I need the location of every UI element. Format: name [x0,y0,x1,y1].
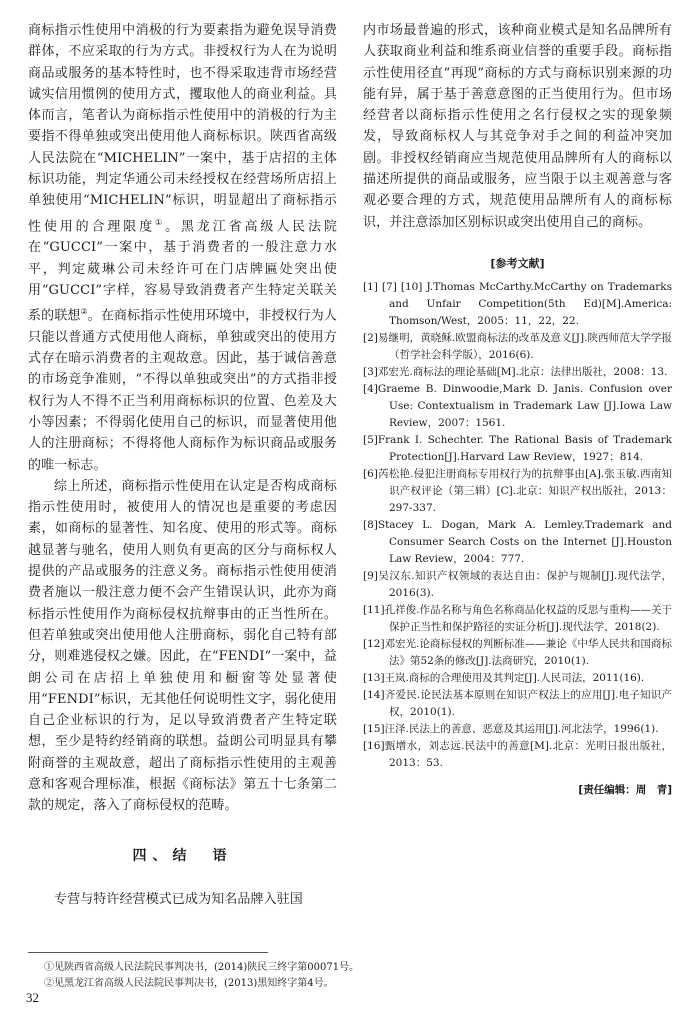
reference-item: [5]Frank I. Schechter. The Rational Basis of Trademark Protection[J].Harvard Law Review，1927：814. [363,433,672,463]
reference-item: [12]邓宏光.论商标侵权的判断标准——兼论《中华人民共和国商标法》第52条的修改[J].法商研究，2010(1). [363,637,672,667]
footnote: ①见陕西省高级人民法院民事判决书，(2014)陕民三终字第00071号。 [44,962,360,973]
references-heading: [参考文献] [490,256,545,270]
reference-item: [15]汪泽.民法上的善意、恶意及其运用[J].河北法学，1996(1). [363,722,659,735]
reference-item: [14]齐爱民.论民法基本原则在知识产权法上的应用[J].电子知识产权，2010(1). [363,688,672,718]
footnote-marker[interactable]: ① [155,217,166,227]
reference-item: [1] [7] [10] J.Thomas McCarthy.McCarthy on Trademarks and Unfair Competition(5th Ed)[M].America: Thomson/West，2005：11，22，22. [363,280,672,327]
footnote-divider [28,952,268,953]
body-paragraph: 专营与特许经营模式已成为知名品牌入驻国 [54,891,303,907]
footnote: ②见黑龙江省高级人民法院民事判决书，(2013)黑知终字第4号。 [44,978,334,989]
body-paragraph: 内市场最普遍的形式，该种商业模式是知名品牌所有人获取商业利益和维系商业信誉的重要手段。商标指示性使用径直“再现”商标的方式与商标识别来源的功能有异，属于基于善意意图的正当使用行为。但市场经营者以商标指示性使用之名行侵权之实的现象频发，导致商标权人与其竞争对手之间的利益冲突加剧。非授权经销商应当规范使用品牌所有人的商标以描述所提供的商品或服务，应当限于以主观善意与客观必要合理的方式，规范使用品牌所有人的商标标识，并注意添加区别标识或突出使用自己的商标。 [363,23,672,230]
body-paragraph: 商标指示性使用中消极的行为要素指为避免误导消费群体，不应采取的行为方式。非授权行为人在为说明商品或服务的基本特性时，也不得采取违背市场经营诚实信用惯例的使用方式，攫取他人的商业利益。具体而言，笔者认为商标指示性使用中的消极的行为主要指不得单独或突出使用他人商标标识。陕西省高级人民法院在“MICHELIN”一案中，基于店招的主体标识功能，判定华通公司未经授权在经营场所店招上单独使用“MICHELIN”标识，明显超出了商标指示性使用的合理限度①。黑龙江省高级人民法院在“GUCCI”一案中，基于消费者的一般注意力水平，判定葳琳公司未经许可在门店牌匾处突出使用“GUCCI”字样，容易导致消费者产生特定关联关系的联想②。在商标指示性使用环境中，非授权行为人只能以普通方式使用他人商标，单独或突出的使用方式存在暗示消费者的主观故意。因此，基于诚信善意的市场竞争准则，“不得以单独或突出”的方式指非授权行为人不得不正当利用商标标识的位置、色差及大小等因素；不得弱化使用自己的标识，而显著使用他人的注册商标；不得将他人商标作为标识商品或服务的唯一标志。 [28,23,337,473]
reference-item: [8]Stacey L. Dogan, Mark A. Lemley.Trademark and Consumer Search Costs on the Internet [J].Houston Law Review，2004：777. [363,518,672,565]
body-paragraph: 综上所述，商标指示性使用在认定是否构成商标指示性使用时，被使用人的情况也是重要的考虑因素，如商标的显著性、知名度、使用的形式等。商标越显著与驰名，使用人则负有更高的区分与商标权人提供的产品或服务的注意义务。商标指示性使用使消费者施以一般注意力便不会产生错误认识，此亦为商标指示性使用作为商标侵权抗辩事由的正当性所在。但若单独或突出使用他人注册商标，弱化自己特有部分，则难逃侵权之嫌。因此，在“FENDI”一案中，益朗公司在店招上单独使用和橱窗等处显著使用“FENDI”标识，无其他任何说明性文字，弱化使用自己企业标识的行为，足以导致消费者产生特定联想，至少是特约经销商的联想。益朗公司明显具有攀附商誉的主观故意，超出了商标指示性使用的主观善意和客观合理标准，根据《商标法》第五十七条第二款的规定，落入了商标侵权的范畴。 [28,478,337,814]
left-column [28,20,337,910]
section-heading: 四、结 语 [132,847,233,864]
reference-item: [13]王岚.商标的合理使用及其判定[J].人民司法，2011(16). [363,671,645,684]
reference-item: [2]易继明，黄晓稣.欧盟商标法的改革及意义[J].陕西师范大学学报（哲学社会科学版），2016(6). [363,331,672,361]
footnotes [44,960,644,992]
editor-credit: [责任编辑：周 青] [578,783,672,796]
right-column [363,20,672,797]
reference-item: [11]孔祥俊.作品名称与角色名称商品化权益的反思与重构——关于保护正当性和保护路径的实证分析[J].现代法学，2018(2). [363,603,672,633]
references-list [363,279,672,772]
reference-item: [16]甄增水，刘志远.民法中的善意[M].北京：光明日报出版社，2013：53. [363,739,672,769]
reference-item: [3]邓宏光.商标法的理论基础[M].北京：法律出版社，2008：13. [363,365,668,378]
reference-item: [4]Graeme B. Dinwoodie,Mark D. Janis. Confusion over Use: Contextualism in Trademark Law [J].Iowa Law Review，2007：1561. [363,382,672,429]
reference-item: [9]吴汉东.知识产权领域的表达自由：保护与规制[J].现代法学，2016(3). [363,569,672,599]
page-number: 32 [26,990,39,1005]
reference-item: [6]芮松艳.侵犯注册商标专用权行为的抗辩事由[A].张玉敏.西南知识产权评论（第三辑）[C].北京：知识产权出版社，2013：297-337. [363,467,672,514]
footnote-marker[interactable]: ② [80,307,88,317]
